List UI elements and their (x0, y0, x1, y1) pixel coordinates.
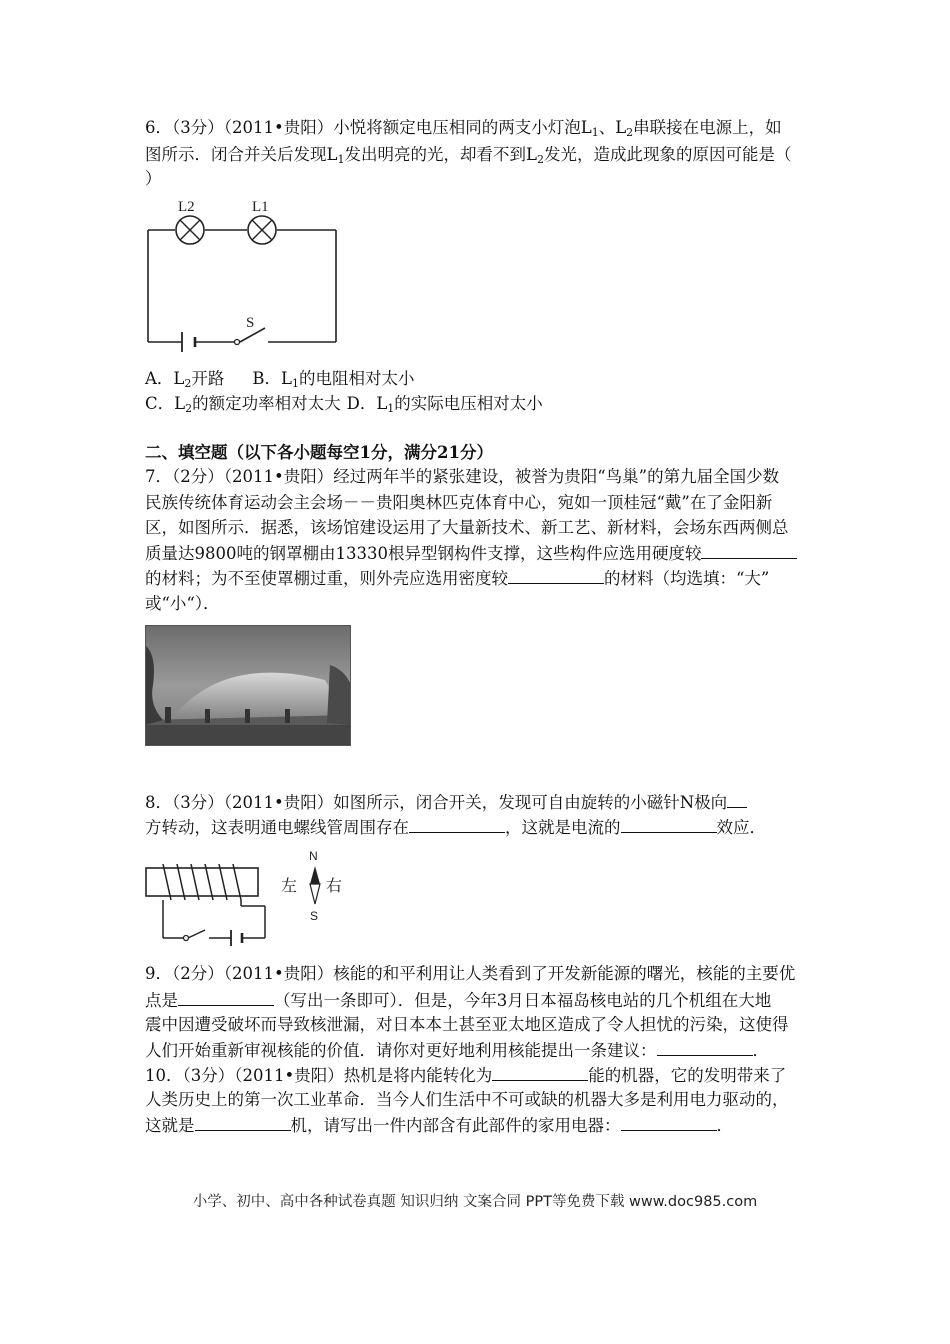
answer-blank[interactable] (178, 988, 274, 1006)
series-circuit-figure (140, 192, 350, 357)
answer-blank[interactable] (657, 1038, 753, 1056)
q7-text: 的材料（均选填：“大” (604, 569, 770, 588)
label-l1: L1 (252, 199, 269, 215)
q10-text: 能的机器，它的发明带来了 (588, 1066, 787, 1085)
q10-text: 10．（3分）（2011•贵阳）热机是将内能转化为 (145, 1066, 493, 1085)
answer-blank[interactable] (621, 1113, 717, 1131)
label-north: N (309, 849, 318, 863)
q8-text: 8．（3分）（2011•贵阳）如图所示，闭合开关，发现可自由旋转的小磁针N极向 (145, 793, 728, 812)
q9-text: 人们开始重新审视核能的价值．请你对更好地利用核能提出一条建议： (145, 1041, 657, 1060)
subscript: 1 (291, 377, 299, 390)
subscript: 1 (387, 402, 395, 415)
q6-text: 串联接在电源上，如 (633, 118, 782, 137)
option-a: A．L (145, 369, 185, 388)
q10-line-3 (145, 1113, 733, 1138)
answer-blank[interactable] (195, 1113, 291, 1131)
option-c: C．L (145, 394, 186, 413)
label-south: S (310, 909, 319, 923)
q7-line-4 (145, 541, 797, 566)
q6-options-row-2 (145, 392, 543, 421)
solenoid-figure (143, 848, 355, 948)
bulb-l2-icon (176, 216, 204, 244)
q10-text: 这就是 (145, 1116, 195, 1135)
q10-text: ． (716, 1116, 733, 1135)
answer-blank[interactable] (508, 566, 604, 584)
option-b: B．L (252, 369, 292, 388)
q9-line-1: 9．（2分）（2011•贵阳）核能的和平利用让人类看到了开发新能源的曙光，核能的主要优 (145, 964, 796, 983)
option-c-text: 的额定功率相对太大 (192, 394, 341, 413)
switch-icon (235, 340, 240, 345)
battery-icon (231, 930, 242, 946)
q8-line-2 (145, 815, 766, 840)
footer-text: 小学、初中、高中各种试卷真题 知识归纳 文案合同 PPT等免费下载 www.doc985.com (192, 1194, 758, 1210)
q6-text: ） (145, 169, 162, 188)
stadium-photo (145, 625, 351, 746)
q6-text: 6．（3分）（2011•贵阳）小悦将额定电压相同的两支小灯泡L (145, 118, 592, 137)
option-a-text: 开路 (191, 369, 225, 388)
q6-line-3 (145, 167, 162, 191)
subscript: 1 (591, 126, 599, 139)
q7-text: 质量达9800吨的钢罩棚由13330根异型钢构件支撑，这些构件应选用硬度较 (145, 544, 702, 563)
bulb-l1-icon (248, 216, 276, 244)
option-d: D．L (346, 394, 388, 413)
switch-icon (184, 936, 189, 941)
option-b-text: 的电阻相对太小 (298, 369, 415, 388)
q9-line-3: 震中因遭受破坏而导致核泄漏，对日本本土甚至亚太地区造成了令人担忧的污染，这使得 (145, 1015, 789, 1034)
label-right: 右 (326, 876, 343, 895)
q7-line-2: 民族传统体育运动会主会场－－贵阳奥林匹克体育中心，宛如一顶桂冠“戴”在了金阳新 (145, 493, 773, 512)
q8-text: 方转动，这表明通电螺线管周围存在 (145, 818, 409, 837)
q6-text: 图所示．闭合并关后发现L (145, 145, 338, 164)
option-d-text: 的实际电压相对太小 (394, 394, 543, 413)
compass-needle-icon (310, 866, 320, 904)
battery-icon (182, 332, 195, 352)
solenoid-core (146, 868, 258, 896)
q10-line-2: 人类历史上的第一次工业革命．当今人们生活中不可或缺的机器大多是利用电力驱动的， (145, 1090, 789, 1109)
label-s: S (246, 315, 255, 331)
answer-blank[interactable] (409, 815, 505, 833)
q9-line-2 (145, 988, 771, 1013)
q6-text: 发出明亮的光，却看不到L (344, 145, 537, 164)
q6-text: 、L (598, 118, 627, 137)
q8-text: 效应． (716, 818, 766, 837)
q7-line-6: 或“小“）． (145, 594, 220, 613)
q8-text: ，这就是电流的 (505, 818, 621, 837)
q9-line-4 (145, 1038, 769, 1063)
subscript: 2 (184, 377, 192, 390)
answer-blank[interactable] (701, 541, 797, 559)
q9-text: （写出一条即可）．但是，今年3月日本福岛核电站的几个机组在大地 (274, 991, 772, 1010)
answer-blank[interactable] (492, 1063, 588, 1081)
section-heading: 二、填空题（以下各小题每空1分，满分21分） (145, 443, 493, 462)
q6-text: 发光，造成此现象的原因可能是（ (543, 145, 792, 164)
q9-text: 点是 (145, 991, 178, 1010)
answer-blank[interactable] (727, 790, 747, 808)
label-left: 左 (281, 876, 298, 895)
q9-text: ． (752, 1041, 769, 1060)
answer-blank[interactable] (621, 815, 717, 833)
subscript: 2 (185, 402, 193, 415)
q7-line-3: 区，如图所示．据悉，该场馆建设运用了大量新技术、新工艺、新材料，会场东西两侧总 (145, 518, 789, 537)
q7-text: 的材料；为不至使罩棚过重，则外壳应选用密度较 (145, 569, 508, 588)
q10-text: 机，请写出一件内部含有此部件的家用电器： (290, 1116, 621, 1135)
q7-line-1: 7．（2分）（2011•贵阳）经过两年半的紧张建设，被誉为贵阳“鸟巢”的第九届全国少数 (145, 467, 780, 486)
q6-line-2 (145, 143, 791, 172)
subscript: 2 (626, 126, 634, 139)
q6-line-1 (145, 116, 782, 145)
q10-line-1 (145, 1063, 786, 1088)
q8-line-1 (145, 790, 747, 815)
label-l2: L2 (178, 199, 195, 215)
q7-line-5 (145, 566, 769, 591)
subscript: 2 (536, 153, 544, 166)
subscript: 1 (337, 153, 345, 166)
